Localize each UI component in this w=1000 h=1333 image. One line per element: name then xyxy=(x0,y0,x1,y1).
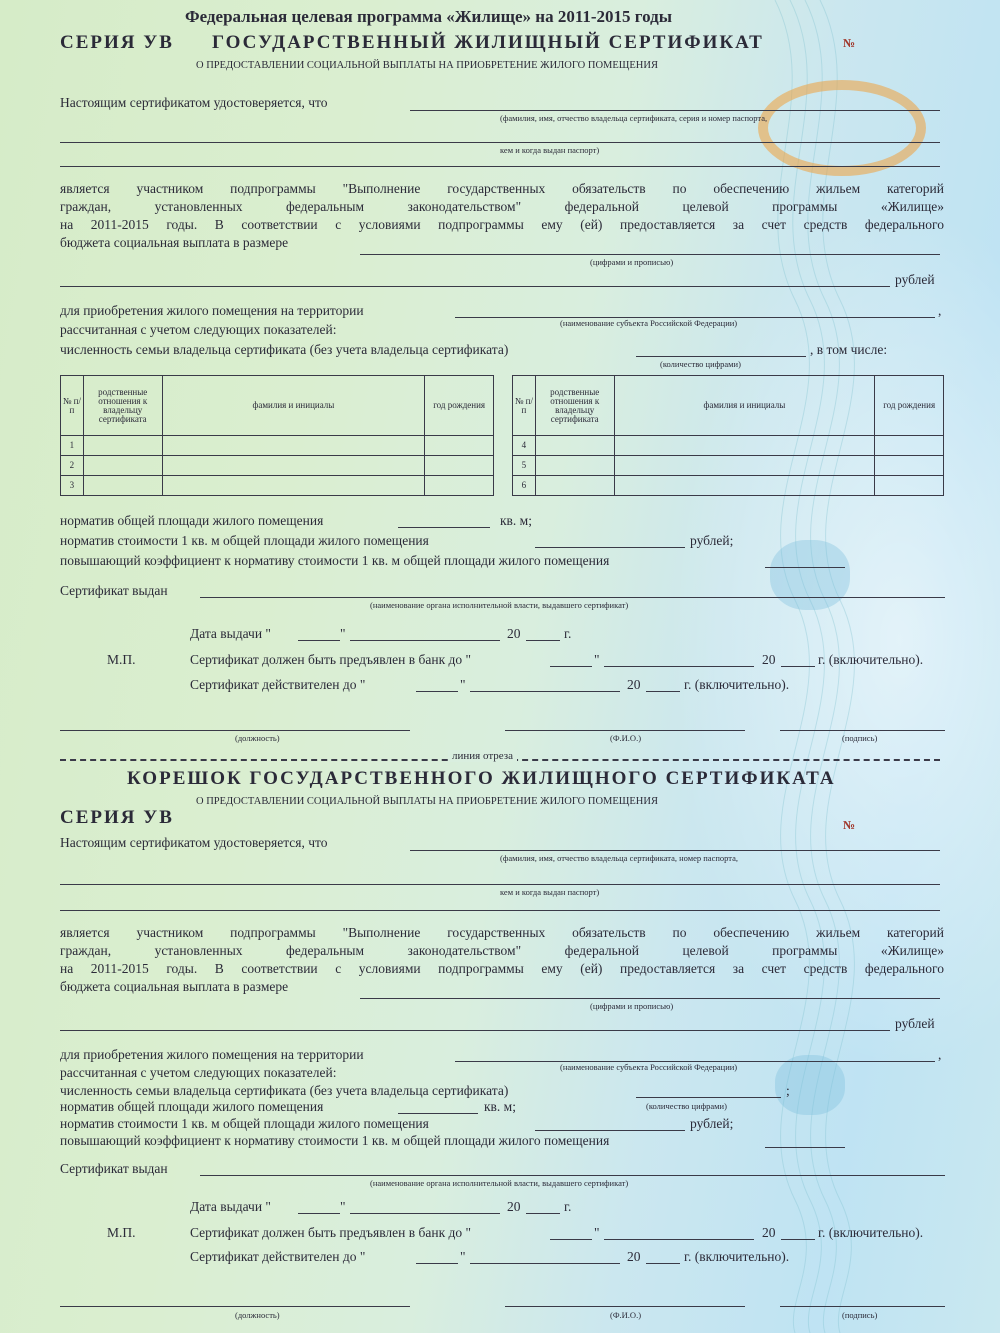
stub-territory-comma: , xyxy=(938,1047,942,1062)
quote-mark: " xyxy=(594,652,600,667)
passport-issued-hint: кем и когда выдан паспорт) xyxy=(500,145,600,155)
table-row[interactable] xyxy=(513,436,944,456)
row-number: 5 xyxy=(513,456,536,476)
family-count-hint: (количество цифрами) xyxy=(660,359,741,369)
stub-owner-line[interactable] xyxy=(410,850,940,851)
signature-line[interactable] xyxy=(780,730,945,731)
stub-passport-line[interactable] xyxy=(60,884,940,885)
stub-amount-hint: (цифрами и прописью) xyxy=(590,1001,674,1011)
stub-issue-date-label: Дата выдачи " xyxy=(190,1199,271,1214)
row-number: 3 xyxy=(61,476,84,496)
stub-signature-hint: (подпись) xyxy=(842,1310,878,1320)
quote-mark: " xyxy=(460,1249,466,1264)
stub-valid-month-line[interactable] xyxy=(470,1263,620,1264)
issue-day-line[interactable] xyxy=(298,640,340,641)
owner-name-hint: (фамилия, имя, отчество владельца сертификата, серия и номер паспорта, xyxy=(500,113,768,123)
stub-area-line[interactable] xyxy=(398,1113,478,1114)
cost-norm-text: норматив стоимости 1 кв. м общей площади жилого помещения xyxy=(60,533,429,548)
stub-amount-line-2[interactable] xyxy=(60,1030,890,1031)
stub-territory-text: для приобретения жилого помещения на территории xyxy=(60,1047,364,1062)
stub-bank-deadline-label: Сертификат должен быть предъявлен в банк до " xyxy=(190,1225,472,1240)
territory-text: для приобретения жилого помещения на территории xyxy=(60,303,364,318)
year-prefix: 20 xyxy=(627,677,641,692)
col-birth-year: год рождения xyxy=(875,376,944,436)
stub-passport-hint: кем и когда выдан паспорт) xyxy=(500,887,600,897)
col-name: фамилия и инициалы xyxy=(614,376,875,436)
stub-number-sign: № xyxy=(843,818,856,832)
territory-hint: (наименование субъекта Российской Федерации) xyxy=(560,318,738,328)
inclusive-label: г. (включительно). xyxy=(684,677,790,692)
stub-series-label: СЕРИЯ УВ xyxy=(60,807,174,828)
stub-cost-norm-text: норматив стоимости 1 кв. м общей площади жилого помещения xyxy=(60,1116,429,1131)
issued-line[interactable] xyxy=(200,597,945,598)
stub-coefficient-text: повышающий коэффициент к нормативу стоимости 1 кв. м общей площади жилого помещения xyxy=(60,1133,610,1148)
territory-comma: , xyxy=(938,303,942,318)
stub-issue-year-line[interactable] xyxy=(526,1213,560,1214)
stub-title: КОРЕШОК ГОСУДАРСТВЕННОГО ЖИЛИЩНОГО СЕРТИФИКАТА xyxy=(127,768,836,789)
stub-issued-hint: (наименование органа исполнительной власти, выдавшего сертификат) xyxy=(370,1178,629,1188)
col-relation: родственные отношения к владельцу сертификата xyxy=(83,376,162,436)
stub-valid-day-line[interactable] xyxy=(416,1263,458,1264)
family-count-text: численность семьи владельца сертификата (без учета владельца сертификата) xyxy=(60,342,509,357)
stub-amount-line[interactable] xyxy=(360,998,940,999)
table-row[interactable] xyxy=(513,476,944,496)
stub-rubles-label: рублей xyxy=(895,1016,935,1031)
valid-until-label: Сертификат действителен до " xyxy=(190,677,366,692)
year-prefix: 20 xyxy=(762,1225,776,1240)
year-prefix: 20 xyxy=(507,1199,521,1214)
stub-certify-text: Настоящим сертификатом удостоверяется, что xyxy=(60,835,328,850)
quote-mark: " xyxy=(460,677,466,692)
cut-line-label: линия отреза xyxy=(448,750,517,762)
stub-valid-until-label: Сертификат действителен до " xyxy=(190,1249,366,1264)
owner-name-line[interactable] xyxy=(410,110,940,111)
stub-issued-line[interactable] xyxy=(200,1175,945,1176)
number-sign: № xyxy=(843,36,856,50)
bank-deadline-label: Сертификат должен быть предъявлен в банк до " xyxy=(190,652,472,667)
family-table-right xyxy=(512,375,944,496)
payment-amount-line[interactable] xyxy=(360,254,940,255)
payment-amount-line-2[interactable] xyxy=(60,286,890,287)
stub-calculated-text: рассчитанная с учетом следующих показателей: xyxy=(60,1065,337,1080)
valid-month-line[interactable] xyxy=(470,691,620,692)
stub-position-line[interactable] xyxy=(60,1306,410,1307)
year-prefix: 20 xyxy=(507,626,521,641)
year-prefix: 20 xyxy=(762,652,776,667)
stub-valid-year-line[interactable] xyxy=(646,1263,680,1264)
stub-participant-paragraph: является участником подпрограммы "Выполнение государственных обязательств по обеспечению жильем категорий граждан, установленных федеральным законодательством" федеральной целевой программы «Жилище» на 2011-2015 годы. В соответствии с условиями подпрограммы ему (ей) предоставляется за счет средств федерального бюджета социальная выплата в размере xyxy=(60,925,944,994)
stub-fullname-line[interactable] xyxy=(505,1306,745,1307)
position-line[interactable] xyxy=(60,730,410,731)
bank-year-line[interactable] xyxy=(781,666,815,667)
inclusive-label: г. (включительно). xyxy=(818,652,924,667)
stub-cost-line[interactable] xyxy=(535,1130,685,1131)
stub-fullname-hint: (Ф.И.О.) xyxy=(610,1310,642,1320)
passport-issued-line[interactable] xyxy=(60,142,940,143)
stub-bank-month-line[interactable] xyxy=(604,1239,754,1240)
stub-owner-hint: (фамилия, имя, отчество владельца сертификата, номер паспорта, xyxy=(500,853,738,863)
year-prefix: 20 xyxy=(627,1249,641,1264)
quote-mark: " xyxy=(340,626,346,641)
stub-family-count-line[interactable] xyxy=(636,1097,781,1098)
certificate-subtitle: О ПРЕДОСТАВЛЕНИИ СОЦИАЛЬНОЙ ВЫПЛАТЫ НА ПРИОБРЕТЕНИЕ ЖИЛОГО ПОМЕЩЕНИЯ xyxy=(196,60,658,71)
coefficient-line[interactable] xyxy=(765,567,845,568)
area-unit: кв. м; xyxy=(500,513,532,528)
col-number: № п/п xyxy=(61,376,84,436)
rubles-label: рублей xyxy=(895,272,935,287)
year-abbr: г. xyxy=(564,626,572,641)
certificate-title: ГОСУДАРСТВЕННЫЙ ЖИЛИЩНЫЙ СЕРТИФИКАТ xyxy=(212,32,764,53)
area-norm-text: норматив общей площади жилого помещения xyxy=(60,513,324,528)
stub-seal-place: М.П. xyxy=(107,1225,136,1240)
signature-hint: (подпись) xyxy=(842,733,878,743)
stub-bank-day-line[interactable] xyxy=(550,1239,592,1240)
issue-year-line[interactable] xyxy=(526,640,560,641)
year-abbr: г. xyxy=(564,1199,572,1214)
stub-count-hint: (количество цифрами) xyxy=(646,1101,727,1111)
col-relation: родственные отношения к владельцу сертификата xyxy=(535,376,614,436)
fullname-hint: (Ф.И.О.) xyxy=(610,733,642,743)
valid-day-line[interactable] xyxy=(416,691,458,692)
row-number: 6 xyxy=(513,476,536,496)
coefficient-text: повышающий коэффициент к нормативу стоимости 1 кв. м общей площади жилого помещения xyxy=(60,553,610,568)
stub-area-unit: кв. м; xyxy=(484,1099,516,1114)
orange-stamp xyxy=(758,80,926,176)
series-label: СЕРИЯ УВ xyxy=(60,32,174,53)
issued-hint: (наименование органа исполнительной власти, выдавшего сертификат) xyxy=(370,600,629,610)
cost-norm-line[interactable] xyxy=(535,547,685,548)
certify-text: Настоящим сертификатом удостоверяется, что xyxy=(60,95,328,110)
stub-coefficient-line[interactable] xyxy=(765,1147,845,1148)
table-row[interactable] xyxy=(61,436,494,456)
bank-month-line[interactable] xyxy=(604,666,754,667)
inclusive-label: г. (включительно). xyxy=(818,1225,924,1240)
row-number: 2 xyxy=(61,456,84,476)
payment-amount-hint: (цифрами и прописью) xyxy=(590,257,674,267)
col-name: фамилия и инициалы xyxy=(162,376,425,436)
issue-month-line[interactable] xyxy=(350,640,500,641)
family-table-left xyxy=(60,375,494,496)
stub-cost-unit: рублей; xyxy=(690,1116,734,1131)
stub-semicolon: ; xyxy=(786,1083,790,1098)
stub-area-norm-text: норматив общей площади жилого помещения xyxy=(60,1099,324,1114)
watermark-blob xyxy=(770,540,850,610)
stub-family-count-text: численность семьи владельца сертификата (без учета владельца сертификата) xyxy=(60,1083,509,1098)
quote-mark: " xyxy=(594,1225,600,1240)
row-number: 4 xyxy=(513,436,536,456)
table-row[interactable] xyxy=(513,456,944,476)
program-title: Федеральная целевая программа «Жилище» на 2011-2015 годы xyxy=(185,7,672,26)
family-count-line[interactable] xyxy=(636,356,806,357)
valid-year-line[interactable] xyxy=(646,691,680,692)
stub-signature-line[interactable] xyxy=(780,1306,945,1307)
seal-place: М.П. xyxy=(107,652,136,667)
stub-issued-text: Сертификат выдан xyxy=(60,1161,168,1176)
stub-issue-month-line[interactable] xyxy=(350,1213,500,1214)
area-norm-line[interactable] xyxy=(398,527,490,528)
including-text: , в том числе: xyxy=(810,342,888,357)
cost-unit: рублей; xyxy=(690,533,734,548)
stub-subtitle: О ПРЕДОСТАВЛЕНИИ СОЦИАЛЬНОЙ ВЫПЛАТЫ НА ПРИОБРЕТЕНИЕ ЖИЛОГО ПОМЕЩЕНИЯ xyxy=(196,796,658,807)
col-birth-year: год рождения xyxy=(425,376,494,436)
calculated-text: рассчитанная с учетом следующих показателей: xyxy=(60,322,337,337)
inclusive-label: г. (включительно). xyxy=(684,1249,790,1264)
stub-position-hint: (должность) xyxy=(235,1310,280,1320)
issued-text: Сертификат выдан xyxy=(60,583,168,598)
col-number: № п/п xyxy=(513,376,536,436)
position-hint: (должность) xyxy=(235,733,280,743)
stub-issue-day-line[interactable] xyxy=(298,1213,340,1214)
stub-blank-line[interactable] xyxy=(60,910,940,911)
blank-line[interactable] xyxy=(60,166,940,167)
stub-territory-hint: (наименование субъекта Российской Федерации) xyxy=(560,1062,738,1072)
participant-paragraph: является участником подпрограммы "Выполнение государственных обязательств по обеспечению жильем категорий граждан, установленных федеральным законодательством" федеральной целевой программы «Жилище» на 2011-2015 годы. В соответствии с условиями подпрограммы ему (ей) предоставляется за счет средств федерального бюджета социальная выплата в размере xyxy=(60,181,944,250)
bank-day-line[interactable] xyxy=(550,666,592,667)
issue-date-label: Дата выдачи " xyxy=(190,626,271,641)
stub-bank-year-line[interactable] xyxy=(781,1239,815,1240)
table-row[interactable] xyxy=(61,476,494,496)
fullname-line[interactable] xyxy=(505,730,745,731)
table-row[interactable] xyxy=(61,456,494,476)
quote-mark: " xyxy=(340,1199,346,1214)
row-number: 1 xyxy=(61,436,84,456)
